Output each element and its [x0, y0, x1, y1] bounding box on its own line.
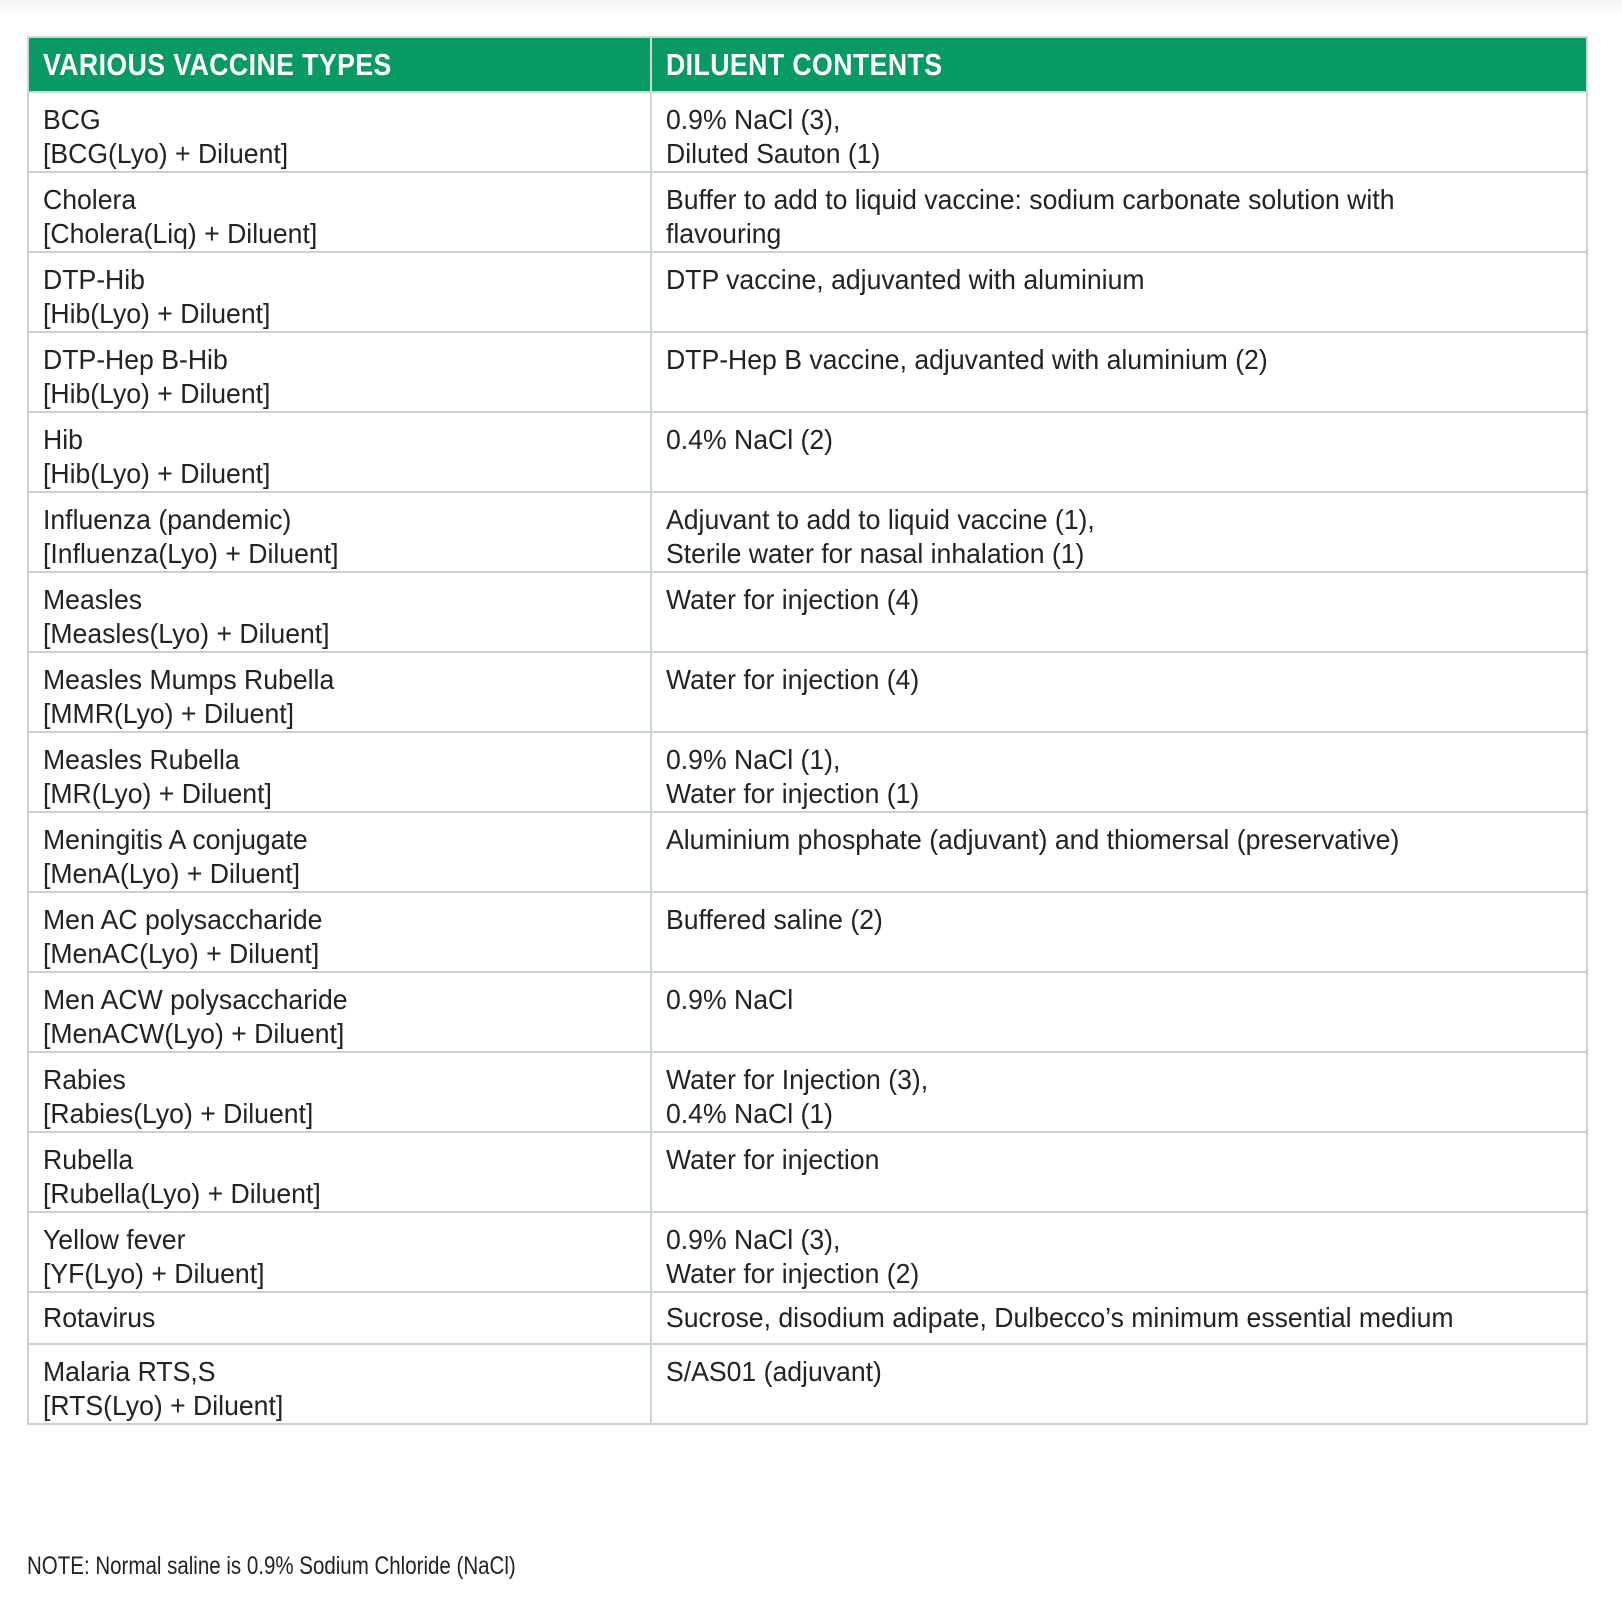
vaccine-formulation: [MenAC(Lyo) + Diluent]: [43, 938, 320, 969]
diluent-line: Buffered saline (2): [666, 904, 883, 935]
diluent-line: flavouring: [666, 218, 782, 249]
diluent-line: 0.4% NaCl (1): [666, 1098, 834, 1129]
vaccine-name: Measles: [43, 584, 143, 615]
diluent-contents-cell: [651, 652, 1587, 732]
diluent-line: Water for injection (2): [666, 1258, 920, 1289]
diluent-contents-cell: [651, 572, 1587, 652]
vaccine-type-cell: [28, 572, 651, 652]
vaccine-name: Influenza (pandemic): [43, 504, 292, 535]
table-row: [28, 172, 1587, 252]
vaccine-type-cell: [28, 1212, 651, 1292]
diluent-line: Water for injection (4): [666, 584, 920, 615]
vaccine-name: Malaria RTS,S: [43, 1356, 216, 1387]
vaccine-type-cell: [28, 332, 651, 412]
diluent-contents-cell: [651, 252, 1587, 332]
table-row: [28, 1132, 1587, 1212]
diluent-line: 0.9% NaCl (3),: [666, 104, 841, 135]
diluent-contents-cell: [651, 892, 1587, 972]
vaccine-type-cell: [28, 92, 651, 172]
footnote: NOTE: Normal saline is 0.9% Sodium Chloride (NaCl): [27, 1552, 516, 1580]
vaccine-type-cell: [28, 972, 651, 1052]
vaccine-type-cell: [28, 732, 651, 812]
vaccine-name: Meningitis A conjugate: [43, 824, 308, 855]
diluent-line: S/AS01 (adjuvant): [666, 1356, 882, 1387]
table-row: [28, 892, 1587, 972]
vaccine-formulation: [BCG(Lyo) + Diluent]: [43, 138, 289, 169]
header-vaccine-types: VARIOUS VACCINE TYPES: [28, 37, 651, 92]
vaccine-name: Yellow fever: [43, 1224, 186, 1255]
diluent-contents-cell: [651, 332, 1587, 412]
diluent-line: DTP vaccine, adjuvanted with aluminium: [666, 264, 1145, 295]
vaccine-name: Rotavirus: [43, 1302, 156, 1333]
table-row: [28, 1212, 1587, 1292]
table-row: [28, 812, 1587, 892]
vaccine-type-cell: [28, 252, 651, 332]
vaccine-diluent-table: [27, 36, 1588, 1425]
diluent-line: Adjuvant to add to liquid vaccine (1),: [666, 504, 1095, 535]
diluent-contents-cell: [651, 172, 1587, 252]
diluent-line: Diluted Sauton (1): [666, 138, 881, 169]
diluent-line: 0.9% NaCl: [666, 984, 794, 1015]
table-row: [28, 732, 1587, 812]
diluent-line: 0.4% NaCl (2): [666, 424, 834, 455]
vaccine-name: Measles Rubella: [43, 744, 240, 775]
table-row: [28, 1292, 1587, 1344]
diluent-line: 0.9% NaCl (1),: [666, 744, 841, 775]
diluent-line: Water for injection (1): [666, 778, 920, 809]
vaccine-name: Men ACW polysaccharide: [43, 984, 348, 1015]
vaccine-type-cell: [28, 1132, 651, 1212]
diluent-contents-cell: [651, 1344, 1587, 1424]
vaccine-formulation: [Rubella(Lyo) + Diluent]: [43, 1178, 321, 1209]
diluent-contents-cell: [651, 732, 1587, 812]
vaccine-formulation: [Cholera(Liq) + Diluent]: [43, 218, 318, 249]
vaccine-formulation: [Hib(Lyo) + Diluent]: [43, 458, 271, 489]
vaccine-name: DTP-Hep B-Hib: [43, 344, 228, 375]
vaccine-name: Cholera: [43, 184, 137, 215]
diluent-line: Aluminium phosphate (adjuvant) and thiomersal (preservative): [666, 824, 1400, 855]
vaccine-formulation: [RTS(Lyo) + Diluent]: [43, 1390, 284, 1421]
vaccine-name: Hib: [43, 424, 83, 455]
vaccine-type-cell: [28, 492, 651, 572]
vaccine-name: BCG: [43, 104, 101, 135]
header-diluent-contents: DILUENT CONTENTS: [651, 37, 1587, 92]
vaccine-type-cell: [28, 412, 651, 492]
vaccine-formulation: [MR(Lyo) + Diluent]: [43, 778, 272, 809]
table-row: [28, 252, 1587, 332]
table-row: [28, 1344, 1587, 1424]
vaccine-formulation: [Hib(Lyo) + Diluent]: [43, 298, 271, 329]
diluent-line: Buffer to add to liquid vaccine: sodium carbonate solution with: [666, 184, 1395, 215]
vaccine-name: Rabies: [43, 1064, 126, 1095]
diluent-contents-cell: [651, 1212, 1587, 1292]
vaccine-type-cell: [28, 812, 651, 892]
vaccine-formulation: [Influenza(Lyo) + Diluent]: [43, 538, 339, 569]
table-row: [28, 492, 1587, 572]
vaccine-type-cell: [28, 1292, 651, 1344]
diluent-contents-cell: [651, 972, 1587, 1052]
diluent-line: Sterile water for nasal inhalation (1): [666, 538, 1085, 569]
vaccine-formulation: [MenA(Lyo) + Diluent]: [43, 858, 301, 889]
vaccine-name: DTP-Hib: [43, 264, 145, 295]
diluent-line: Water for injection: [666, 1144, 880, 1175]
vaccine-name: Rubella: [43, 1144, 134, 1175]
table-row: [28, 972, 1587, 1052]
diluent-contents-cell: [651, 1052, 1587, 1132]
table-row: [28, 332, 1587, 412]
diluent-contents-cell: [651, 412, 1587, 492]
table-header-row: [28, 37, 1587, 92]
diluent-contents-cell: [651, 92, 1587, 172]
table-body: [28, 92, 1587, 1424]
vaccine-name: Measles Mumps Rubella: [43, 664, 335, 695]
table-row: [28, 92, 1587, 172]
vaccine-formulation: [YF(Lyo) + Diluent]: [43, 1258, 265, 1289]
table-row: [28, 652, 1587, 732]
vaccine-type-cell: [28, 172, 651, 252]
vaccine-formulation: [Hib(Lyo) + Diluent]: [43, 378, 271, 409]
diluent-contents-cell: [651, 812, 1587, 892]
diluent-contents-cell: [651, 1132, 1587, 1212]
vaccine-formulation: [Rabies(Lyo) + Diluent]: [43, 1098, 314, 1129]
vaccine-name: Men AC polysaccharide: [43, 904, 323, 935]
diluent-line: Water for Injection (3),: [666, 1064, 929, 1095]
table-row: [28, 572, 1587, 652]
table-row: [28, 1052, 1587, 1132]
vaccine-formulation: [MMR(Lyo) + Diluent]: [43, 698, 295, 729]
table-row: [28, 412, 1587, 492]
vaccine-type-cell: [28, 652, 651, 732]
vaccine-type-cell: [28, 892, 651, 972]
vaccine-formulation: [MenACW(Lyo) + Diluent]: [43, 1018, 345, 1049]
vaccine-formulation: [Measles(Lyo) + Diluent]: [43, 618, 330, 649]
vaccine-type-cell: [28, 1344, 651, 1424]
diluent-line: DTP-Hep B vaccine, adjuvanted with aluminium (2): [666, 344, 1268, 375]
diluent-line: Water for injection (4): [666, 664, 920, 695]
diluent-line: 0.9% NaCl (3),: [666, 1224, 841, 1255]
vaccine-type-cell: [28, 1052, 651, 1132]
diluent-line: Sucrose, disodium adipate, Dulbecco’s minimum essential medium: [666, 1302, 1454, 1333]
diluent-contents-cell: [651, 1292, 1587, 1344]
diluent-contents-cell: [651, 492, 1587, 572]
